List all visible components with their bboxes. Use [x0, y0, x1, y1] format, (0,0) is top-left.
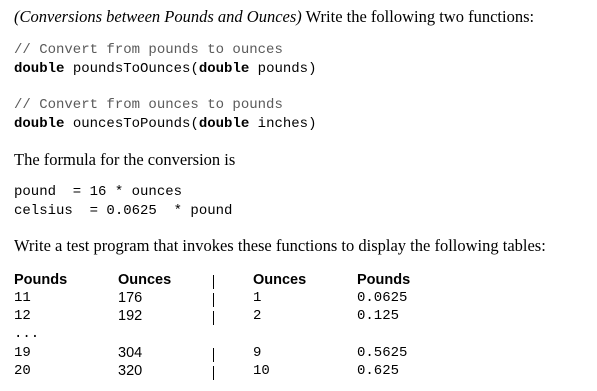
table-row: [0, 346, 597, 364]
code2-signature: [14, 117, 316, 131]
table-divider: [213, 366, 214, 380]
code2-comment: // Convert from ounces to pounds: [14, 97, 283, 113]
formula-line-2: celsius = 0.0625 * pound: [14, 203, 233, 219]
table-divider: [213, 311, 214, 325]
test-instructions: Write a test program that invokes these functions to display the following tables:: [14, 236, 546, 255]
header-pounds-right: Pounds: [357, 272, 411, 288]
cell-pounds: 0.625: [357, 363, 400, 379]
cell-pounds: 19: [14, 345, 31, 361]
table-row: [0, 291, 597, 309]
code2-param: inches): [249, 116, 317, 132]
intro-italic: (Conversions between Pounds and Ounces): [14, 7, 302, 26]
cell-ounces: 10: [253, 363, 270, 379]
table-header-row: [0, 273, 597, 291]
code1-return-type: double: [14, 61, 65, 77]
cell-ounces: 9: [253, 345, 262, 361]
table-divider: [213, 293, 214, 307]
cell-ounces: 176: [118, 290, 143, 306]
code1-comment: // Convert from pounds to ounces: [14, 42, 283, 58]
cell-pounds: 0.5625: [357, 345, 408, 361]
table-divider: [213, 275, 214, 289]
intro-rest: Write the following two functions:: [301, 7, 535, 26]
cell-ounces: 304: [118, 345, 143, 361]
header-pounds-left: Pounds: [14, 272, 68, 288]
code2-return-type: double: [14, 116, 65, 132]
code1-param-type: double: [198, 61, 250, 77]
cell-ounces: 320: [118, 363, 143, 379]
cell-pounds: 0.0625: [357, 290, 408, 306]
cell-ounces: 2: [253, 308, 262, 324]
formula-intro: The formula for the conversion is: [14, 150, 236, 169]
code1-signature: [14, 62, 316, 76]
table-row: [0, 364, 597, 382]
header-ounces-left: Ounces: [118, 272, 172, 288]
table-row: [0, 309, 597, 327]
cell-pounds: 11: [14, 290, 31, 306]
code1-param: pounds): [249, 61, 317, 77]
code1-func-name: poundsToOunces(: [64, 61, 199, 77]
cell-pounds: 12: [14, 308, 31, 324]
table-row-ellipsis: [0, 327, 597, 345]
code2-func-name: ouncesToPounds(: [64, 116, 199, 132]
table-divider: [213, 348, 214, 362]
code2-param-type: double: [198, 116, 250, 132]
cell-ellipsis: ...: [14, 326, 40, 342]
cell-pounds: 0.125: [357, 308, 400, 324]
formula-line-1: pound = 16 * ounces: [14, 184, 183, 200]
cell-pounds: 20: [14, 363, 31, 379]
intro-text: [14, 9, 534, 26]
header-ounces-right: Ounces: [253, 272, 307, 288]
cell-ounces: 1: [253, 290, 262, 306]
cell-ounces: 192: [118, 308, 143, 324]
